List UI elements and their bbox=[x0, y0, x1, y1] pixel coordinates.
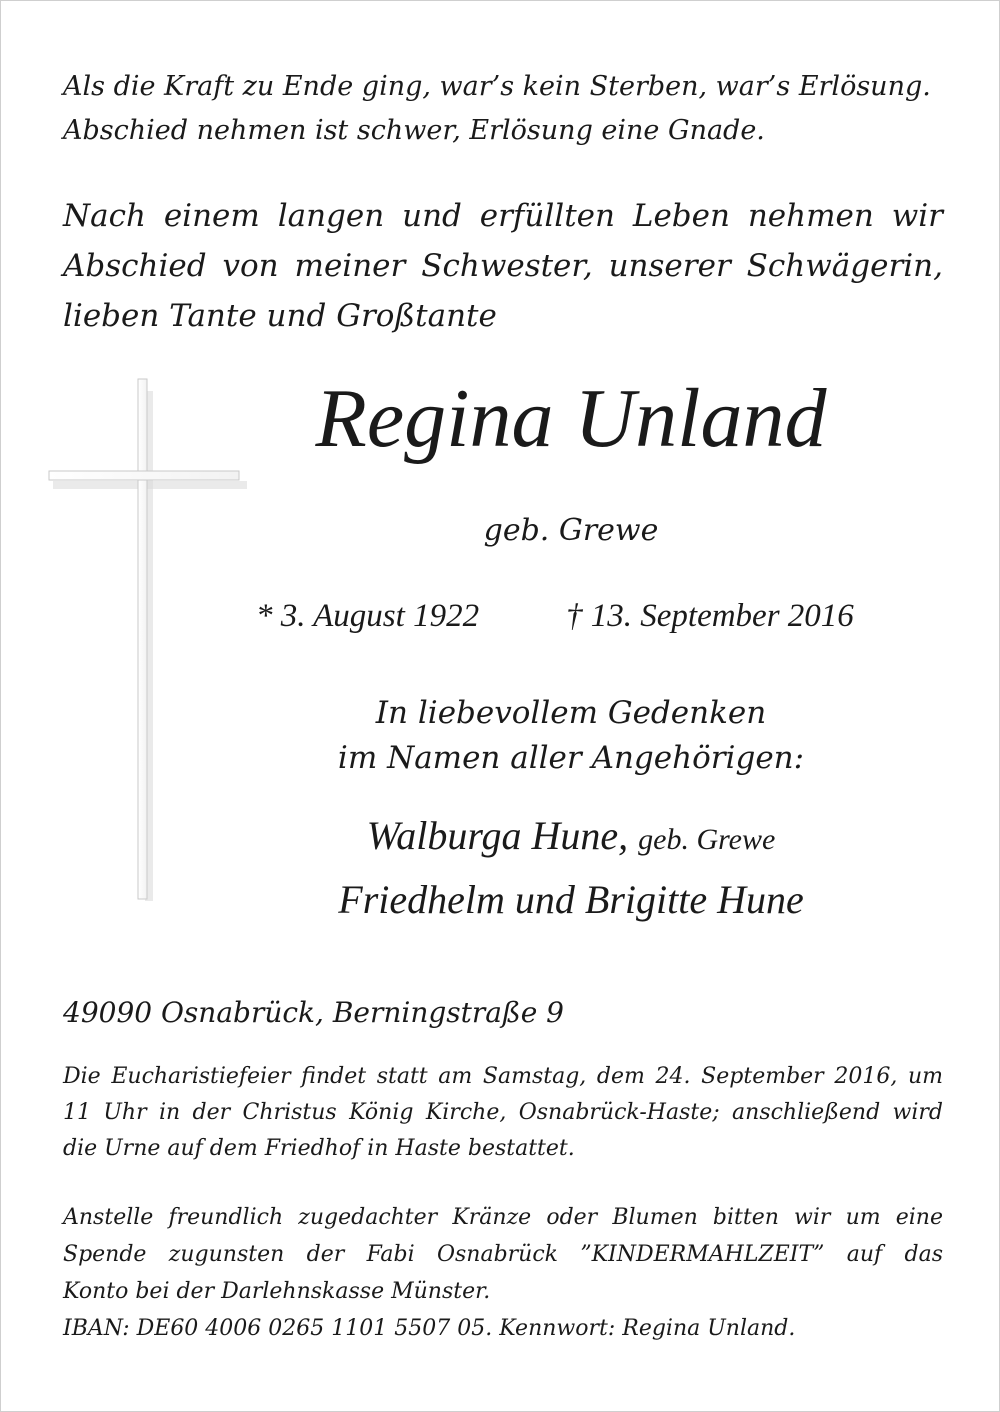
intro-line-3: lieben Tante und Großtante bbox=[63, 298, 497, 334]
donation-iban: IBAN: DE60 4006 0265 1101 5507 05. Kennwort: Regina Unland. bbox=[63, 1316, 796, 1341]
donation-line-1: Anstelle freundlich zugedachter Kränze oder Blumen bitten wir um eine bbox=[63, 1205, 943, 1230]
memorial-line-1: In liebevollem Gedenken bbox=[375, 695, 767, 731]
birth-date: * 3. August 1922 bbox=[256, 598, 480, 634]
mourners bbox=[181, 806, 961, 930]
donation-line-3: Konto bei der Darlehnskasse Münster. bbox=[63, 1279, 491, 1304]
memorial-phrase bbox=[181, 691, 961, 781]
address: 49090 Osnabrück, Berningstraße 9 bbox=[63, 996, 564, 1029]
service-line-2: 11 Uhr in der Christus König Kirche, Osnabrück-Haste; anschließend wird bbox=[63, 1100, 943, 1125]
intro-text bbox=[63, 191, 943, 341]
death-date: † 13. September 2016 bbox=[566, 598, 854, 634]
quote-line-1: Als die Kraft zu Ende ging, war’s kein Sterben, war’s Erlösung. bbox=[63, 71, 931, 102]
donation-line-2: Spende zugunsten der Fabi Osnabrück ”KINDERMAHLZEIT” auf das bbox=[63, 1242, 943, 1267]
service-info bbox=[63, 1059, 943, 1167]
quote-line-2: Abschied nehmen ist schwer, Erlösung eine Gnade. bbox=[63, 115, 765, 146]
mourner-name-1: Walburga Hune, bbox=[366, 813, 629, 858]
opening-quote bbox=[63, 65, 943, 153]
mourner-birth-name-1: geb. Grewe bbox=[638, 823, 776, 856]
service-line-3: die Urne auf dem Friedhof in Haste bestattet. bbox=[63, 1136, 575, 1161]
intro-line-1: Nach einem langen und erfüllten Leben nehmen wir bbox=[63, 198, 943, 234]
mourner-row-2: Friedhelm und Brigitte Hune bbox=[338, 877, 804, 922]
mourner-row-1 bbox=[181, 806, 961, 870]
deceased-name: Regina Unland bbox=[315, 372, 827, 465]
donation-info bbox=[63, 1199, 943, 1347]
birth-name: geb. Grewe bbox=[483, 513, 659, 548]
memorial-line-2: im Namen aller Angehörigen: bbox=[337, 740, 805, 776]
intro-line-2: Abschied von meiner Schwester, unserer Schwägerin, bbox=[63, 248, 943, 284]
service-line-1: Die Eucharistiefeier findet statt am Samstag, dem 24. September 2016, um bbox=[63, 1064, 943, 1089]
